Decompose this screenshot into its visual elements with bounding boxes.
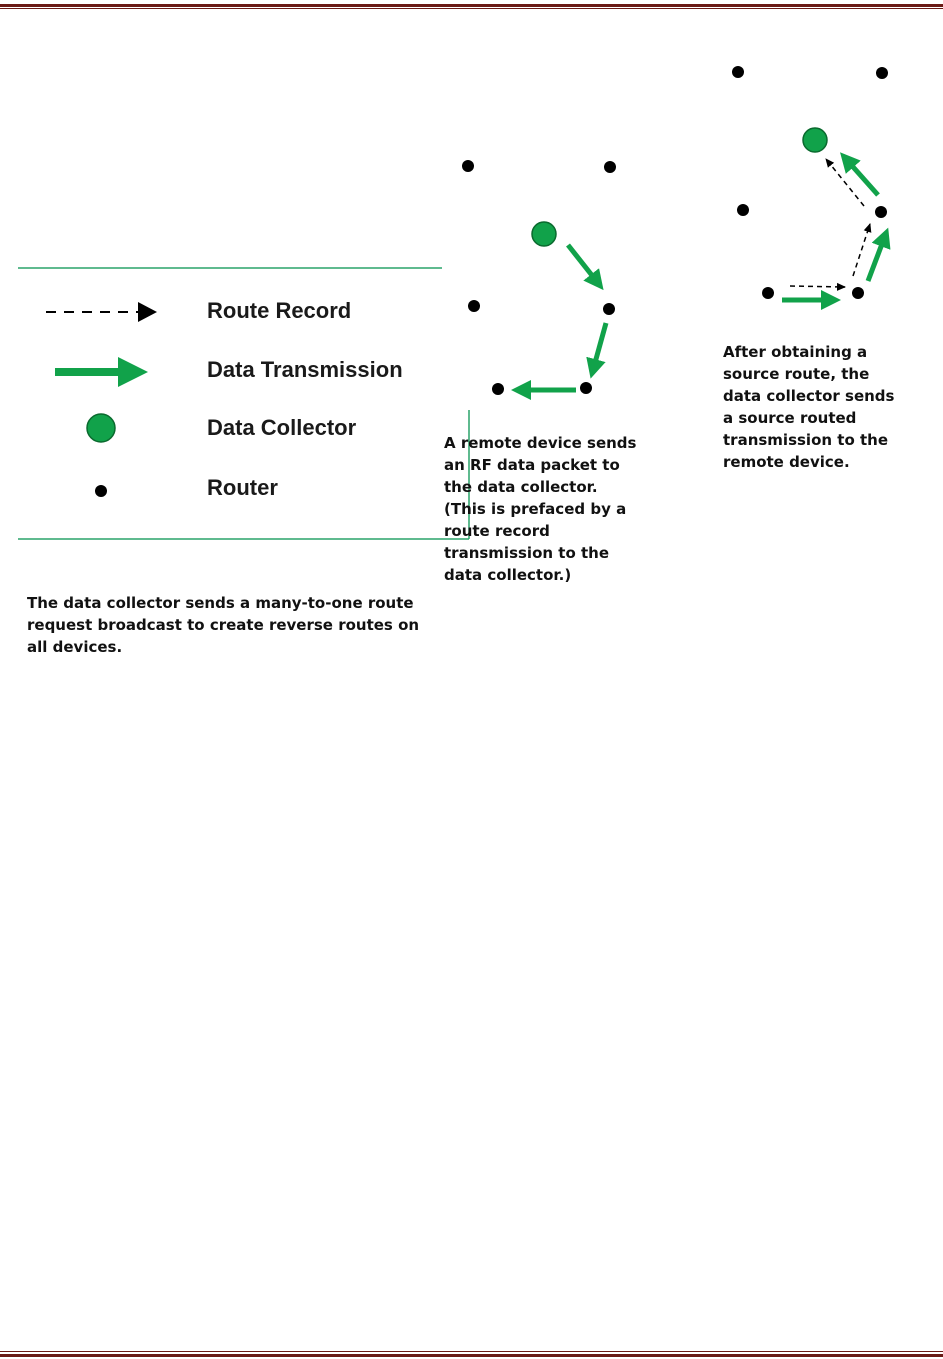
legend-route-record-label: Route Record [207,298,352,323]
caption-line: a source routed [723,409,857,427]
route-record-legend-icon [46,302,157,322]
caption-line: After obtaining a [723,343,868,361]
data-transmission-arrow [568,245,598,283]
data-collector-legend-icon [87,414,115,442]
caption-line: the data collector. [444,478,598,496]
caption-line: source route, the [723,365,870,383]
caption-line: transmission to the [444,544,609,562]
caption-source-route [723,341,894,473]
router-node [875,206,887,218]
caption-line: (This is prefaced by a [444,500,627,518]
router-node [462,160,474,172]
router-node [580,382,592,394]
data-transmission-arrow [593,323,606,370]
caption-line: all devices. [27,638,123,656]
router-node [468,300,480,312]
router-node [732,66,744,78]
footer-rule [0,1354,943,1357]
route-record-arrow [853,224,870,276]
caption-line: transmission to the [723,431,888,449]
route-record-arrow [826,159,864,206]
caption-line: data collector.) [444,566,572,584]
caption-line: remote device. [723,453,850,471]
router-node [737,204,749,216]
caption-line: route record [444,522,550,540]
router-node [492,383,504,395]
router-node [604,161,616,173]
caption-line: data collector sends [723,387,895,405]
legend-data-collector-label: Data Collector [207,415,357,440]
router-node [876,67,888,79]
data-transmission-arrow [868,236,885,281]
footer-rule-thin [0,1351,943,1352]
router-legend-icon [95,485,107,497]
panel-remote-to-collector [462,160,616,395]
router-node [603,303,615,315]
caption-line: The data collector sends a many-to-one route [27,594,414,612]
router-node [852,287,864,299]
caption-line: request broadcast to create reverse routes on [27,616,420,634]
caption-remote-device [444,432,636,586]
data-transmission-legend-icon [55,357,148,387]
caption-line: A remote device sends [444,434,637,452]
router-node [762,287,774,299]
caption-line: an RF data packet to [444,456,620,474]
legend-data-transmission-label: Data Transmission [207,357,403,382]
route-record-arrow [790,286,845,287]
data-collector-node [803,128,827,152]
data-collector-node [532,222,556,246]
legend-router-label: Router [207,475,278,500]
panel-source-routed [732,66,888,300]
caption-many-to-one [27,592,419,658]
